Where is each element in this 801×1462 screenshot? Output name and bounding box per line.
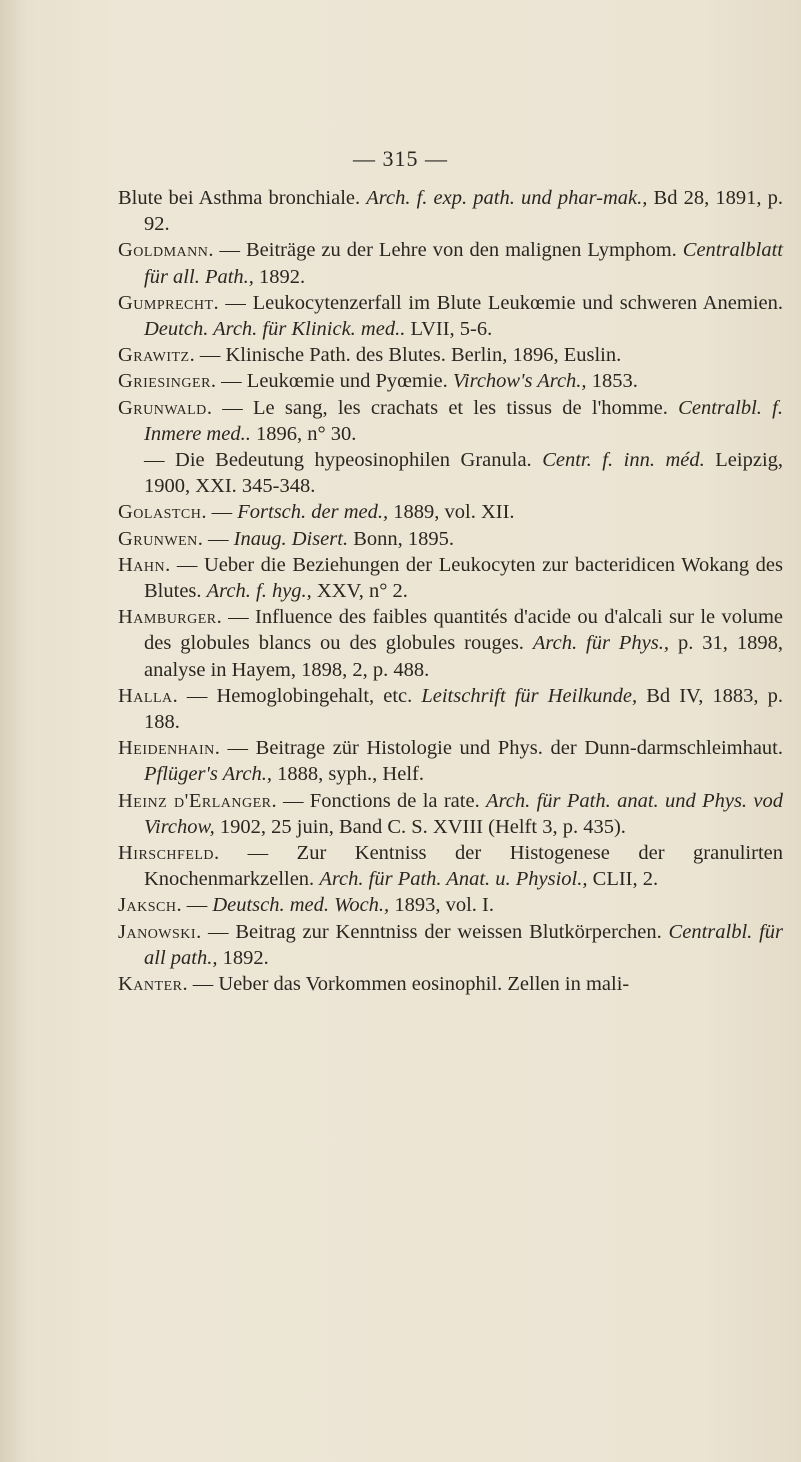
bibliography-entry [118,499,783,525]
entry-separator: — [144,449,176,472]
entry-details: 1892. [253,265,306,288]
entry-author: Goldmann [118,239,209,262]
entry-title: Ueber das Vorkommen eosinophil. Zellen in mali- [218,973,630,996]
bibliography-entry [118,892,783,918]
entry-details: 1893, vol. I. [389,894,494,917]
entry-journal: Centralblatt für all. Path., [144,239,783,288]
bibliography-entry [118,185,783,237]
entry-journal: Centralbl. f. Inmere med.. [144,396,783,445]
entry-author: Gumprecht [118,291,214,314]
entry-author: Grunwald [118,396,207,419]
entry-author: Golastch [118,501,202,524]
entry-journal: Arch. für Path. Anat. u. Physiol., [319,868,588,891]
entry-separator: . — [213,291,253,314]
entry-separator: . — [271,789,310,812]
bibliography-entry [118,971,783,997]
bibliography-entry [118,604,783,683]
bibliography-list [118,185,783,997]
entry-separator: . — [216,606,256,629]
bibliography-entry [118,840,783,892]
entry-author: Kanter [118,973,183,996]
bibliography-entry [118,552,783,604]
entry-journal: Arch. f. exp. path. und phar-mak., [366,187,648,209]
entry-details: 1888, syph., Helf. [271,763,424,786]
entry-title: Klinische Path. des Blutes. Berlin, 1896, Euslin. [225,344,622,367]
entry-journal: Arch. f. hyg., [206,580,312,603]
bibliography-entry [118,683,783,735]
entry-title: Zur Kentniss der Histogenese der granulirten Knochenmarkzellen. [144,842,783,891]
entry-details: 1853. [586,370,638,393]
entry-author: Heidenhain [118,737,215,760]
entry-journal: Centr. f. inn. méd. [542,449,705,472]
entry-details: Bd IV, 1883, p. 188. [144,684,783,734]
entry-title: Ueber die Beziehungen der Leukocyten zur bacteridicen Wokang des Blutes. [144,553,783,603]
entry-title: Fonctions de la rate. [309,789,487,812]
entry-journal: Deutch. Arch. für Klinick. med.. [144,318,406,341]
entry-separator: . — [165,553,204,576]
entry-journal: Centralbl. für all path., [144,920,784,969]
entry-separator: . — [214,737,256,760]
entry-journal: Virchow's Arch., [452,370,587,393]
bibliography-entry [118,237,783,289]
entry-details: Bd 28, 1891, p. 92. [144,187,783,236]
entry-separator: . — [206,396,253,419]
entry-title: Le sang, les crachats et les tissus de l'homme. [252,396,679,419]
entry-title: Beitrage zür Histologie und Phys. der Dunn-darmschleimhaut. [255,737,783,760]
entry-title: Hemoglobingehalt, etc. [216,684,422,707]
entry-title: Influence des faibles quantités d'acide ou d'alcali sur le volume des globules blancs ou des globules rouges. [144,606,784,655]
entry-details: Bonn, 1895. [348,527,455,550]
entry-details: CLII, 2. [587,868,659,891]
entry-journal: Fortsch. der med., [237,501,389,524]
entry-author: Grawitz [118,344,190,367]
bibliography-entry [118,290,783,342]
entry-journal: Deutsch. med. Woch., [212,894,390,917]
bibliography-entry [118,342,783,368]
bibliography-entry [118,368,783,394]
entry-separator: . — [214,842,297,865]
entry-separator: . — [189,344,226,367]
entry-author: Hamburger [118,606,217,629]
entry-journal: Arch. für Phys., [532,632,670,655]
entry-title: Beitrag zur Kenntniss der weissen Blutkörperchen. [235,920,669,943]
entry-title: Blute bei Asthma bronchiale. [118,187,367,209]
bibliography-entry [118,447,783,499]
entry-journal: Leitschrift für Heilkunde, [421,684,638,707]
entry-details: 1896, n° 30. [250,422,357,445]
entry-author: Heinz d'Erlanger [118,789,272,812]
page-number: — 315 — [353,146,448,171]
entry-author: Hahn [118,553,166,576]
entry-separator: . — [210,370,247,393]
entry-title: Leukocytenzerfall im Blute Leukœmie und schweren Anemien. [252,291,784,314]
entry-details: XXV, n° 2. [311,580,408,603]
entry-title: Leukœmie und Pyœmie. [246,370,453,393]
entry-details: Leipzig, 1900, XXI. 345-348. [144,449,784,498]
bibliography-entry [118,788,783,840]
entry-separator: . — [176,894,213,917]
bibliography-entry [118,395,783,447]
entry-author: Griesinger [118,370,211,393]
entry-author: Halla [118,684,173,707]
entry-author: Janowski [118,920,197,943]
entry-journal: Inaug. Disert. [233,527,349,550]
entry-author: Hirschfeld [118,842,215,865]
entry-details: p. 31, 1898, analyse in Hayem, 1898, 2, p. 488. [144,632,783,681]
entry-author: Jaksch [118,894,177,917]
entry-details: LVII, 5-6. [405,318,493,341]
entry-author: Grunwen [118,527,198,550]
entry-details: 1892. [217,946,269,969]
entry-details: 1889, vol. XII. [388,501,515,524]
entry-journal: Arch. für Path. anat. und Phys. vod Virchow, [144,789,784,838]
bibliography-entry [118,735,783,787]
entry-separator: . — [201,501,238,524]
entry-separator: . — [197,527,234,550]
entry-details: 1902, 25 juin, Band C. S. XVIII (Helft 3, p. 435). [214,815,626,838]
entry-separator: . — [208,239,246,262]
bibliography-entry [118,526,783,552]
entry-journal: Pflüger's Arch., [144,763,272,786]
entry-separator: . — [182,973,219,996]
entry-title: Beiträge zu der Lehre von den malignen Lymphom. [245,239,683,262]
bibliography-entry [118,919,783,971]
entry-separator: . — [172,684,217,707]
entry-title: Die Bedeutung hypeosinophilen Granula. [175,449,543,472]
entry-separator: . — [196,920,236,943]
